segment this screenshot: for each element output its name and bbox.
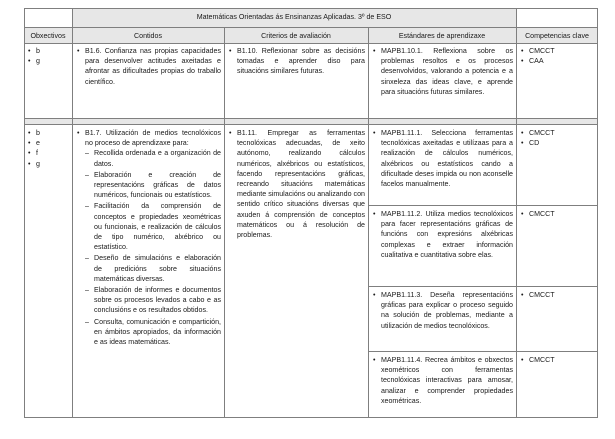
standard-item: • MAPB1.11.2. Utiliza medios tecnolóxicos para facer representacións gráficas de funcións con expresións alxébricas complexas e extraer información cualitativa e cuantitativa sobre elas.: [372, 209, 513, 260]
row2-contents: [76, 128, 221, 348]
content-subitem: – Elaboración de informes e documentos sobre os procesos levados a cabo e as conclusións e os resultados obtidos.: [76, 285, 221, 316]
objective-item: • g: [27, 56, 71, 66]
competence-item: • CAA: [520, 56, 595, 66]
competence-item: • CMCCT: [520, 355, 595, 365]
content-subitem: – Deseño de simulacións e elaboración de predicións sobre situacións matemáticas diversas.: [76, 253, 221, 284]
standard-item: • MAPB1.11.4. Recrea ámbitos e obxectos xeométricos con ferramentas tecnolóxicas interactivas para amosar, analizar e comprender propiedades xeométricas.: [372, 355, 513, 406]
header-competences: Competencias clave: [525, 32, 589, 40]
header-contents: Contidos: [134, 32, 162, 40]
content-intro: • B1.7. Utilización de medios tecnolóxicos no proceso de aprendizaxe para:: [76, 128, 221, 148]
standard-item: • MAPB1.11.1. Selecciona ferramentas tecnolóxicas axeitadas e utilízaas para a realización de cálculos numéricos, alxébricos ou estatísticos cando a dificultade deses impida ou non aconselle facelos manualmente.: [372, 128, 513, 189]
standard-cell-4: [372, 355, 513, 406]
objective-item: • g: [27, 159, 71, 169]
row1-contents: [76, 46, 221, 87]
objective-item: • f: [27, 148, 71, 158]
row1-standards: [372, 46, 513, 97]
content-subitem: – Elaboración e creación de representacións gráficas de datos numéricos, funcionais ou estatísticos.: [76, 170, 221, 201]
row2-objectives: [27, 128, 71, 169]
competence-cell-4: [520, 355, 595, 365]
competence-item: • CD: [520, 138, 595, 148]
competence-item: • CMCCT: [520, 290, 595, 300]
standard-cell-2: [372, 209, 513, 260]
competence-item: • CMCCT: [520, 128, 595, 138]
row1-competences: [520, 46, 595, 66]
row1-criteria: [228, 46, 365, 77]
row1-objectives: [27, 46, 71, 66]
criterion-item: • B1.11. Empregar as ferramentas tecnolóxicas adecuadas, de xeito autónomo, realizando cálculos numéricos, alxébricos ou estatísticos, facendo representacións gráficas, recreando situacións matemáticas mediante simulacións ou analizando con sentido crítico situacións diversas que axuden á comprensión de conceptos matemáticos ou á resolución de problemas.: [228, 128, 365, 240]
content-item: • B1.6. Confianza nas propias capacidades para desenvolver actitudes axeitadas e afrontar as dificultades propias do traballo científico.: [76, 46, 221, 87]
header-criteria: Criterios de avaliación: [261, 32, 331, 40]
objective-item: • b: [27, 128, 71, 138]
competence-cell-1: [520, 128, 595, 148]
competence-item: • CMCCT: [520, 209, 595, 219]
curriculum-table: [24, 8, 598, 418]
standard-item: • MAPB1.11.3. Deseña representacións gráficas para explicar o proceso seguido na solución de problemas, mediante a utilización de medios tecnolóxicos.: [372, 290, 513, 331]
table-title: Matemáticas Orientadas ás Ensinanzas Aplicadas. 3º de ESO: [196, 13, 392, 21]
row2-criteria: [228, 128, 365, 240]
content-subitem: – Consulta, comunicación e compartición, en ámbitos apropiados, da información e as ideas matemáticas.: [76, 317, 221, 348]
competence-cell-2: [520, 209, 595, 219]
header-standards: Estándares de aprendizaxe: [398, 32, 486, 40]
content-subitem: – Facilitación da comprensión de conceptos e propiedades xeométricas ou funcionais, e realización de cálculos de tipo numérico, alxébrico ou estatístico.: [76, 201, 221, 252]
standard-cell-1: [372, 128, 513, 189]
objective-item: • e: [27, 138, 71, 148]
content-subitem: – Recollida ordenada e a organización de datos.: [76, 148, 221, 168]
standard-item: • MAPB1.10.1. Reflexiona sobre os problemas resoltos e os procesos desenvolvidos, valorando a potencia e a sinxeleza das ideas clave, e aprende para situacións futuras similares.: [372, 46, 513, 97]
competence-cell-3: [520, 290, 595, 300]
objective-item: • b: [27, 46, 71, 56]
criterion-item: • B1.10. Reflexionar sobre as decisións tomadas e aprender diso para situacións similares futuras.: [228, 46, 365, 77]
competence-item: • CMCCT: [520, 46, 595, 56]
standard-cell-3: [372, 290, 513, 331]
header-objectives: Obxectivos: [30, 32, 66, 40]
